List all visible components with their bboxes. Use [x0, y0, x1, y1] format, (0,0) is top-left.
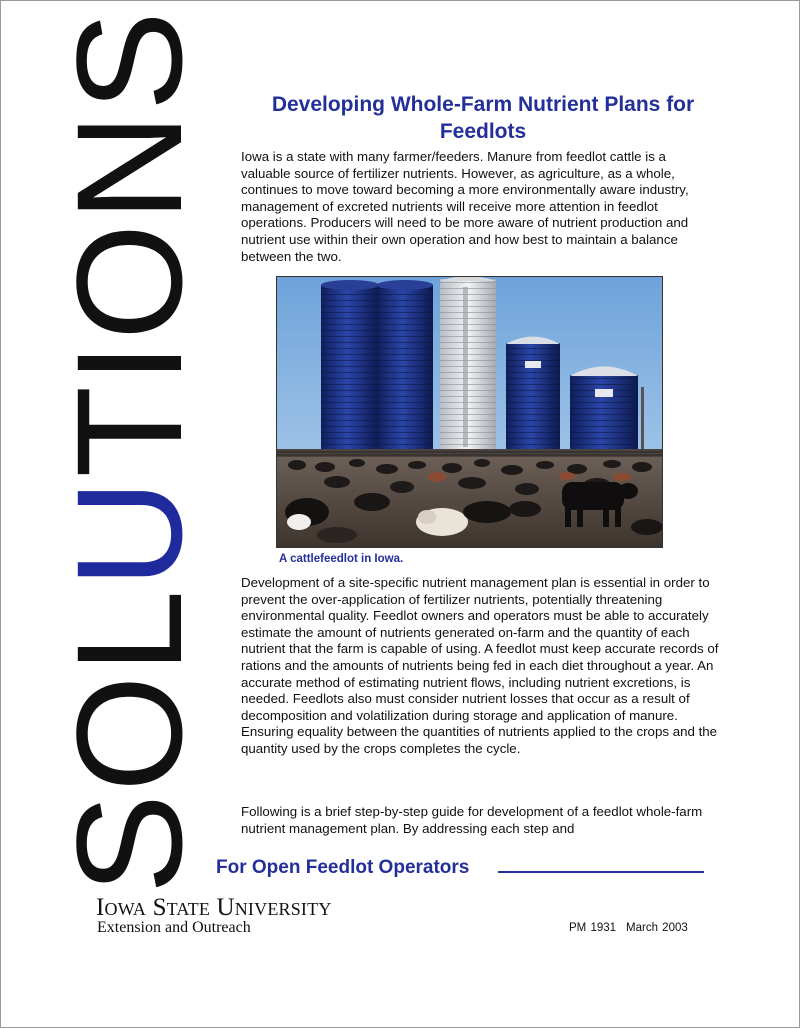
silo-2 — [377, 280, 433, 460]
publication-date: March 2003 — [626, 922, 688, 934]
page-title: Developing Whole-Farm Nutrient Plans for Feedlots — [271, 93, 695, 143]
series-rule — [498, 871, 704, 873]
intro-paragraph: Iowa is a state with many farmer/feeders. Manure from feedlot cattle is a valuable source of fertilizer nutrients. However, as agriculture, as a whole, continues to move toward becoming a more environmentally aware industry, management of excreted nutrients will receive more attention in feedlot operations. Producers will need to be more aware of nutrient production and nutrient use within their own operation and how best to maintain a balance between the two. — [241, 149, 689, 264]
publication-info — [569, 922, 688, 934]
wordmark-highlight: U — [45, 477, 213, 588]
silo-1 — [321, 280, 379, 460]
photo-caption: A cattlefeedlot in Iowa. — [279, 553, 404, 565]
body-paragraph-3: Following is a brief step-by-step guide for development of a feedlot whole-farm nutrient management plan. By addressing each step and — [241, 804, 703, 836]
feedlot-photo — [276, 276, 663, 548]
silo-3 — [506, 337, 560, 456]
wordmark-suffix: TIONS — [45, 9, 213, 478]
institution-sub: Extension and Outreach — [97, 919, 251, 936]
body-paragraph-2: Development of a site-specific nutrient management plan is essential in order to prevent the over-application of fertilizer nutrients, potentially threatening environmental quality. Feedlot owners and operators must be able to accurately estimate the amount of nutrients generated on-farm and the quantity of each nutrient that the farm is capable of using. A feedlot must keep accurate records of rations and the amounts of nutrients being fed in each diet throughout a year. An accurate method of estimating nutrient flows, including nutrient excretions, is needed. Feedlots also must consider nutrient losses that occur as a result of decomposition and volatilization during storage and application of manure. Ensuring equality between the quantities of nutrients applied to the crops and the quantity used by the crops completes the cycle. — [241, 575, 719, 756]
silo-white — [440, 277, 496, 451]
series-label: For Open Feedlot Operators — [216, 857, 470, 878]
wordmark-prefix: SOL — [45, 587, 213, 894]
institution-name: Iowa State University — [96, 894, 332, 921]
silo-4 — [570, 367, 638, 456]
publication-number: PM 1931 — [569, 922, 617, 934]
series-wordmark — [45, 9, 213, 894]
